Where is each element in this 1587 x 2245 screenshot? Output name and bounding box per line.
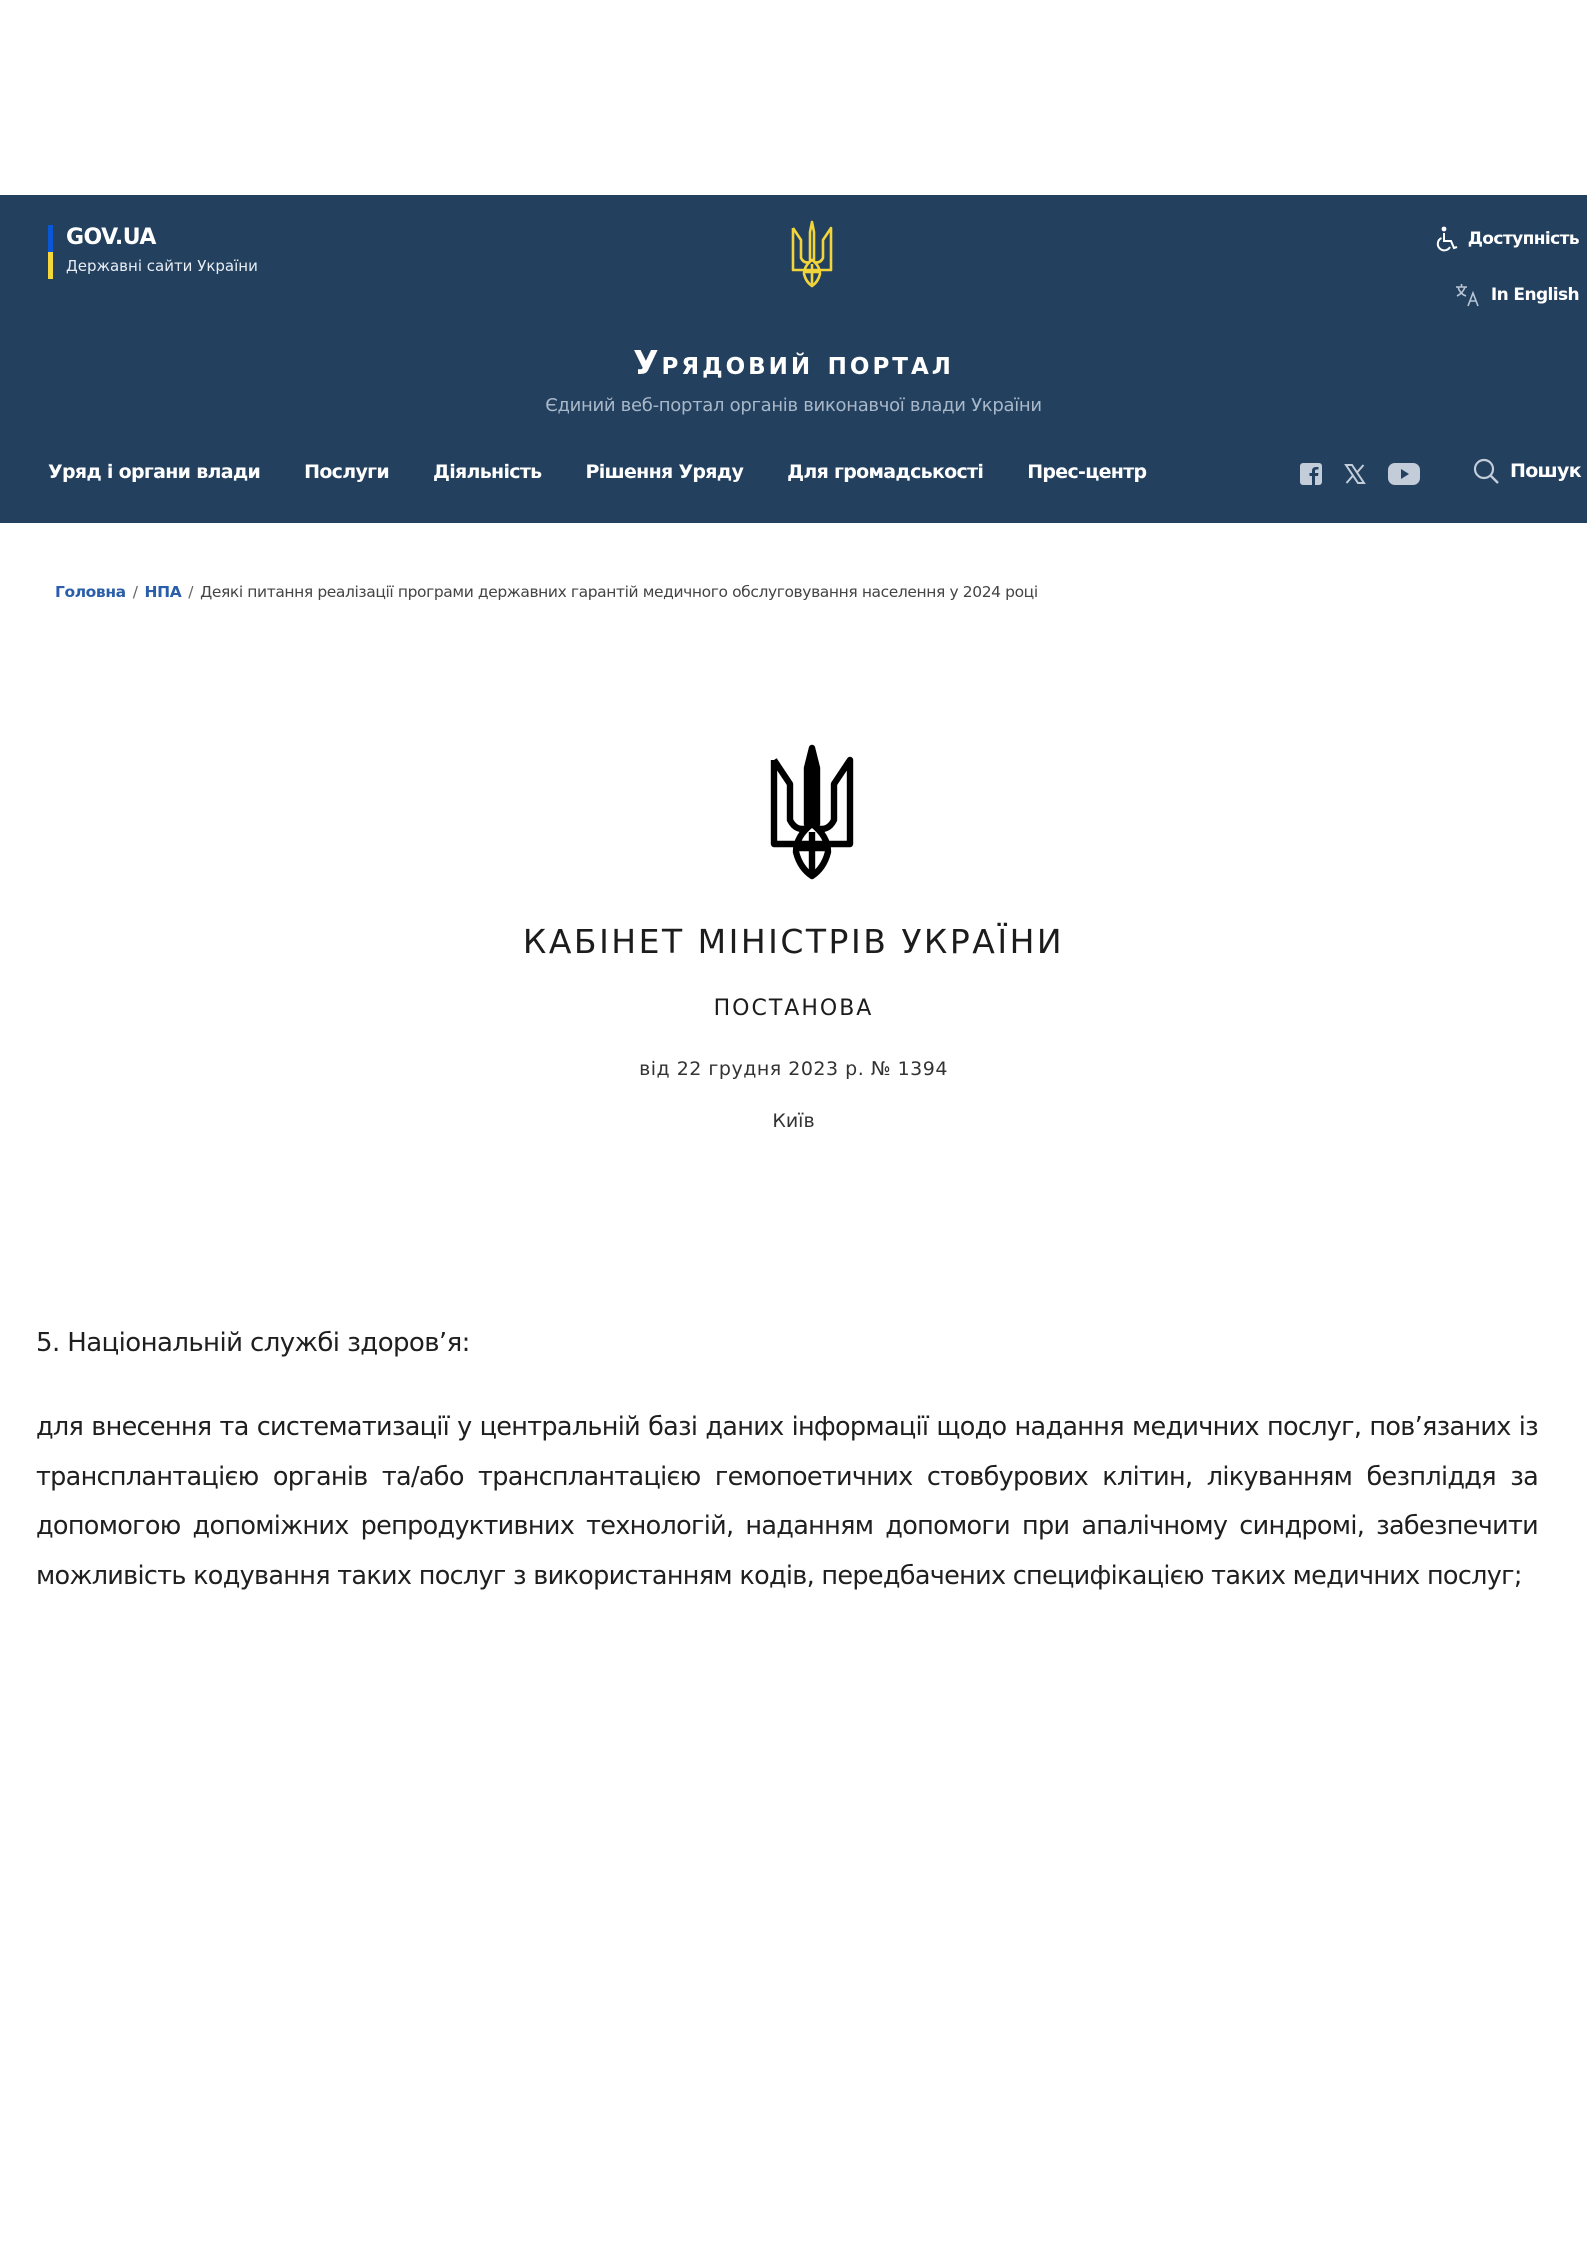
translate-icon (1455, 283, 1481, 307)
document-city-clipped (0, 1110, 1587, 1132)
youtube-icon[interactable] (1388, 463, 1420, 485)
search-button[interactable] (1472, 457, 1581, 485)
nav-item-activity[interactable]: Діяльність (432, 461, 542, 483)
breadcrumb-npa[interactable]: НПА (144, 583, 182, 601)
document-organization: КАБІНЕТ МІНІСТРІВ УКРАЇНИ (522, 922, 1065, 961)
document-date-number: від 22 грудня 2023 р. № 1394 (639, 1058, 948, 1080)
header-utilities (1436, 225, 1579, 337)
coat-of-arms-icon (768, 744, 856, 880)
clause-heading: 5. Національній службі здоров’я: (36, 1328, 470, 1358)
x-twitter-icon[interactable] (1344, 463, 1366, 485)
govua-title: GOV.UA (66, 225, 156, 250)
breadcrumb-separator: / (132, 583, 138, 601)
document-city: Київ (772, 1110, 815, 1132)
site-header (0, 195, 1587, 523)
nav-item-government[interactable]: Уряд і органи влади (48, 461, 261, 483)
breadcrumb (55, 583, 1038, 601)
portal-subtitle: Єдиний веб-портал органів виконавчої влади України (545, 395, 1042, 416)
nav-item-press-center[interactable]: Прес-центр (1027, 461, 1147, 483)
ukraine-flag-bar (48, 225, 53, 279)
breadcrumb-home[interactable]: Головна (55, 583, 126, 601)
language-switch-button[interactable] (1436, 281, 1579, 309)
search-label: Пошук (1510, 460, 1581, 482)
govua-subtitle: Державні сайти України (66, 257, 258, 275)
social-links (1300, 461, 1420, 487)
accessibility-button[interactable] (1436, 225, 1579, 253)
breadcrumb-separator: / (188, 583, 194, 601)
language-label: In English (1490, 285, 1579, 305)
wheelchair-icon (1436, 226, 1458, 252)
document-type: ПОСТАНОВА (713, 996, 874, 1021)
nav-item-public[interactable]: Для громадськості (787, 461, 984, 483)
main-navigation (48, 461, 1146, 483)
nav-item-decisions[interactable]: Рішення Уряду (585, 461, 744, 483)
trident-emblem-icon[interactable] (790, 220, 834, 288)
search-icon (1472, 457, 1500, 485)
nav-item-services[interactable]: Послуги (304, 461, 389, 483)
breadcrumb-current: Деякі питання реалізації програми державних гарантій медичного обслуговування населення у 2024 році (200, 583, 1038, 601)
govua-link[interactable] (48, 225, 258, 277)
portal-title: Урядовий портал (633, 343, 954, 382)
facebook-icon[interactable] (1300, 463, 1322, 485)
accessibility-label: Доступність (1467, 229, 1579, 249)
clause-body: для внесення та систематизації у центральній базі даних інформації щодо надання медичних послуг, пов’язаних із трансплантацією органів та/або трансплантацією гемопоетичних стовбурових клітин, лікуванням безпліддя за допомогою допоміжних репродуктивних технологій, наданням допомоги при апалічному синдромі, забезпечити можливість кодування таких послуг з використанням кодів, передбачених специфікацією таких медичних послуг; (36, 1412, 1538, 1591)
